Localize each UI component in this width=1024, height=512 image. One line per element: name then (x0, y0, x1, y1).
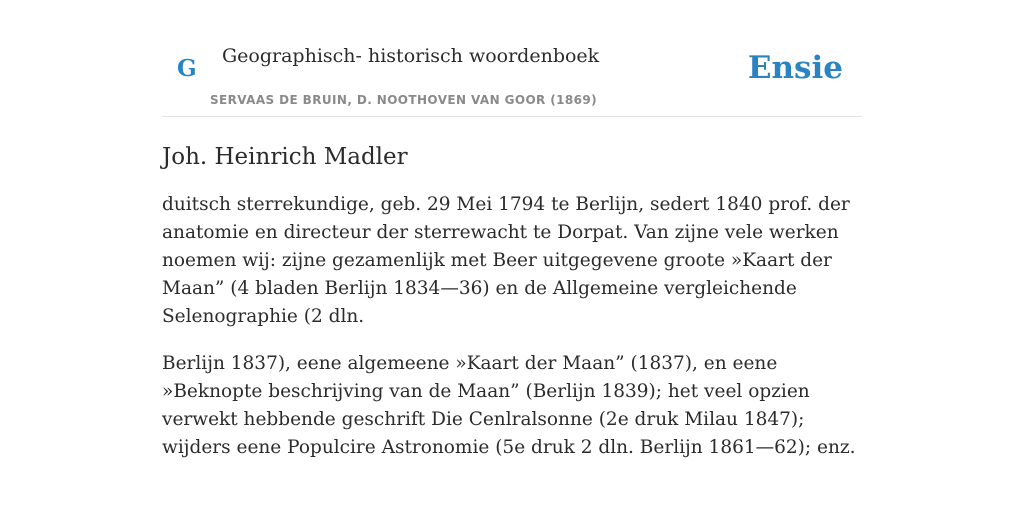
entry-paragraph: Berlijn 1837), eene algemeene »Kaart der Maan” (1837), en eene »Beknopte beschrijving van de Maan” (Berlijn 1839); het veel opzien verwekt hebbende geschrift Die Cenlralsonne (2e druk Milau 1847); wijders eene Populcire Astronomie (5e druk 2 dln. Berlijn 1861—62); enz. (162, 353, 856, 458)
entry-paragraph: duitsch sterrekundige, geb. 29 Mei 1794 te Berlijn, sedert 1840 prof. der anatomie en directeur der sterrewacht te Dorpat. Van zijne vele werken noemen wij: zijne gezamenlijk met Beer uitgegevene groote »Kaart der Maan” (4 bladen Berlijn 1834—36) en de Allgemeine vergleichende Selenographie (2 dln. (162, 194, 850, 327)
page-container (162, 0, 862, 462)
entry-body (162, 191, 862, 462)
page-header (162, 0, 862, 117)
book-title[interactable]: Geographisch- historisch woordenboek (222, 45, 600, 67)
dictionary-logo-letter[interactable]: G (177, 55, 197, 82)
book-authors: SERVAAS DE BRUIN, D. NOOTHOVEN VAN GOOR (1869) (210, 93, 598, 107)
entry-title: Joh. Heinrich Madler (162, 144, 408, 170)
ensie-logo-link[interactable]: Ensie (747, 50, 843, 86)
